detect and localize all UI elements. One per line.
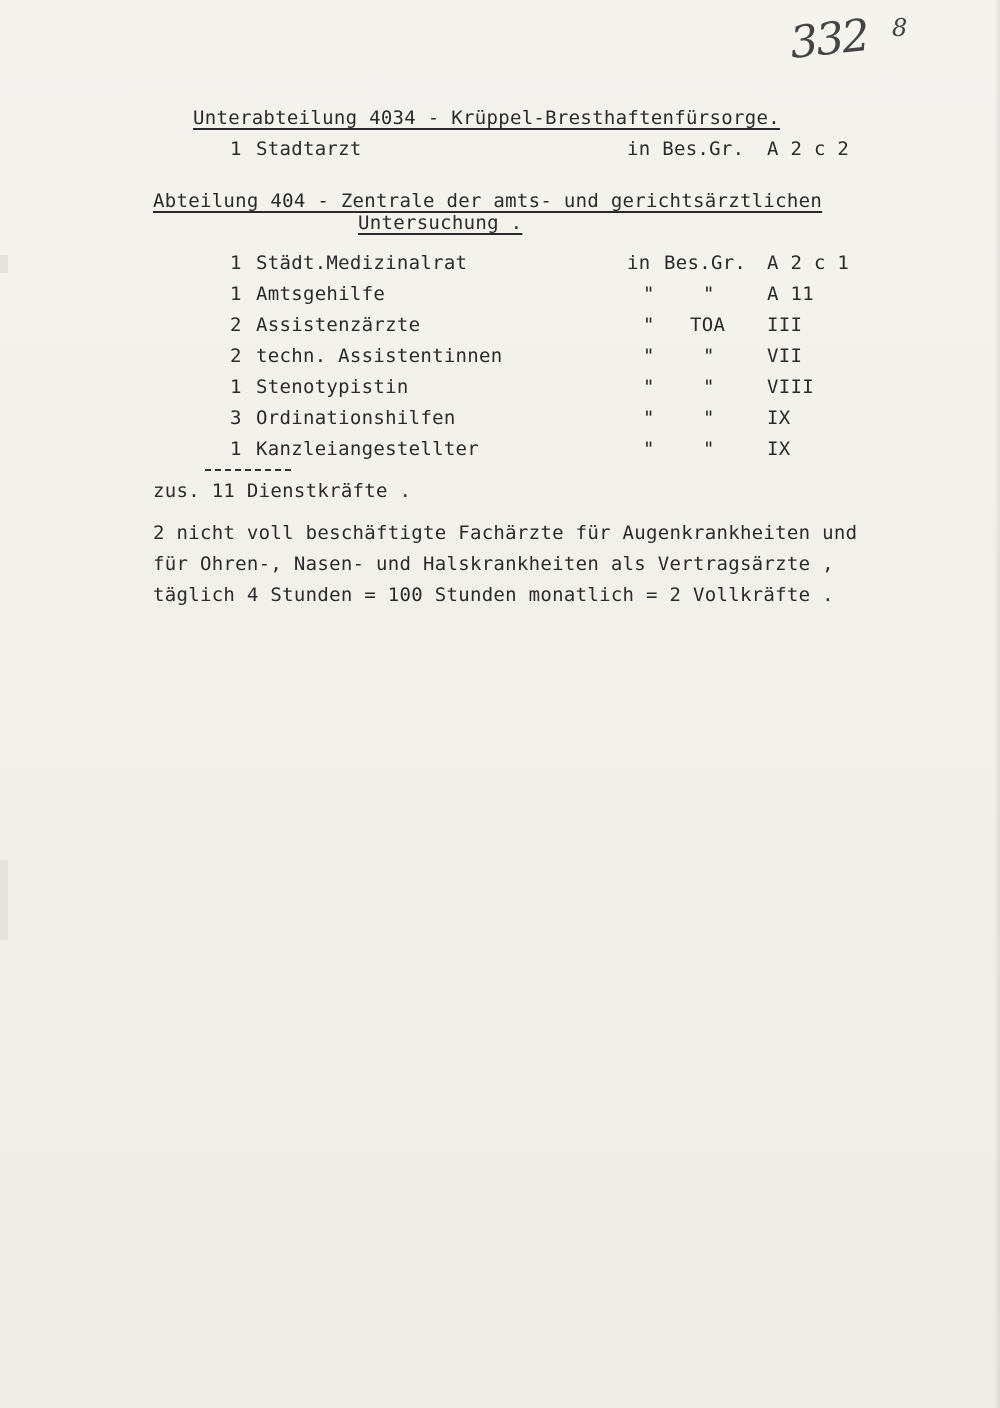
row-col2: " [703, 438, 715, 460]
row-title: Amtsgehilfe [256, 283, 386, 305]
row-count: 1 [230, 438, 242, 460]
row-col1: " [643, 407, 655, 429]
row-col1: " [643, 438, 655, 460]
row-col1: in [627, 252, 651, 274]
row-count: 2 [230, 314, 242, 336]
row-title: techn. Assistentinnen [256, 345, 503, 367]
row-col2: TOA [690, 314, 726, 336]
section1-count: 1 [230, 138, 242, 160]
row-col1: " [643, 345, 655, 367]
row-col2: Bes.Gr. [664, 252, 747, 274]
row-title: Assistenzärzte [256, 314, 421, 336]
row-title: Ordinationshilfen [256, 407, 456, 429]
total-line: zus. 11 Dienstkräfte . [153, 480, 412, 502]
section2-heading-line1: Abteilung 404 - Zentrale der amts- und gerichtsärztlichen [153, 190, 823, 212]
handwritten-page-number-small: 8 [892, 14, 908, 42]
row-count: 1 [230, 376, 242, 398]
row-grade: VII [767, 345, 803, 367]
handwritten-page-number: 332 [787, 10, 871, 69]
section1-heading: Unterabteilung 4034 - Krüppel-Bresthaftenfürsorge. [193, 107, 780, 129]
row-col2: " [703, 376, 715, 398]
row-col2: " [703, 407, 715, 429]
row-count: 1 [230, 283, 242, 305]
row-title: Städt.Medizinalrat [256, 252, 468, 274]
note-line3: täglich 4 Stunden = 100 Stunden monatlich = 2 Vollkräfte . [153, 584, 834, 606]
row-col2: " [703, 283, 715, 305]
row-grade: III [767, 314, 803, 336]
row-grade: VIII [767, 376, 814, 398]
row-title: Stenotypistin [256, 376, 409, 398]
note-line1: 2 nicht voll beschäftigte Fachärzte für Augenkrankheiten und [153, 522, 858, 544]
section1-title: Stadtarzt [256, 138, 362, 160]
binding-hole-mark [0, 255, 8, 273]
row-count: 1 [230, 252, 242, 274]
sum-divider [205, 469, 291, 471]
row-grade: IX [767, 438, 791, 460]
row-grade: A 11 [767, 283, 814, 305]
note-line2: für Ohren-, Nasen- und Halskrankheiten als Vertragsärzte , [153, 553, 834, 575]
row-col1: " [643, 376, 655, 398]
row-grade: A 2 c 1 [767, 252, 850, 274]
section1-grade-prefix: in Bes.Gr. [627, 138, 745, 160]
section1-grade: A 2 c 2 [767, 138, 850, 160]
row-title: Kanzleiangestellter [256, 438, 480, 460]
row-grade: IX [767, 407, 791, 429]
row-count: 2 [230, 345, 242, 367]
row-count: 3 [230, 407, 242, 429]
row-col1: " [643, 314, 655, 336]
row-col2: " [703, 345, 715, 367]
section2-heading-line2: Untersuchung . [358, 212, 523, 234]
page-edge-shadow [994, 0, 1000, 1408]
binding-hole-mark [0, 860, 8, 940]
row-col1: " [643, 283, 655, 305]
